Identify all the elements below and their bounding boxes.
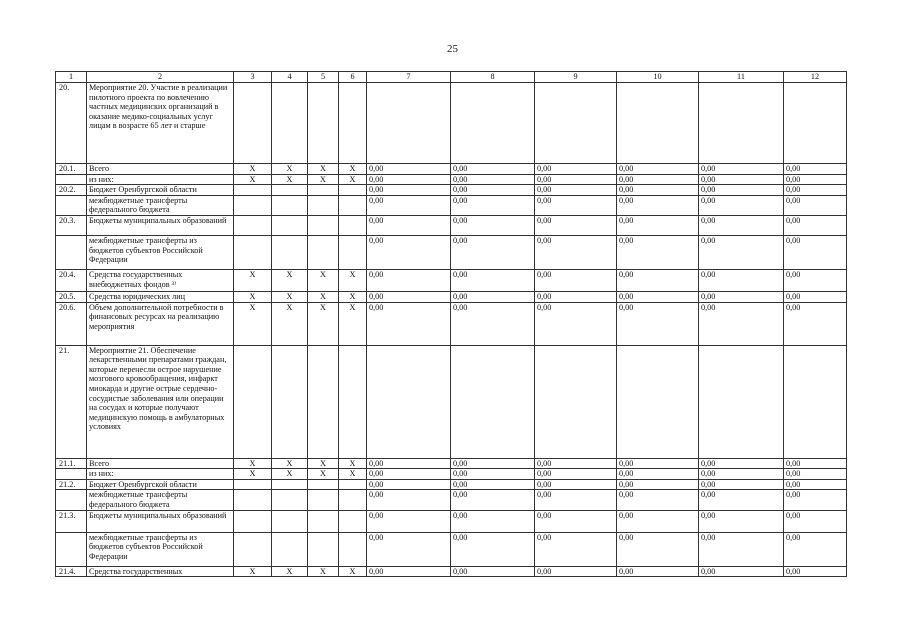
table-cell (339, 479, 367, 490)
table-cell: 0,00 (699, 215, 784, 235)
table-cell: 0,00 (535, 566, 617, 577)
table-cell: 0,00 (617, 215, 699, 235)
table-cell: 0,00 (367, 195, 451, 215)
table-cell: Х (272, 566, 308, 577)
table-cell (617, 345, 699, 458)
table-cell (699, 345, 784, 458)
table-cell: 0,00 (535, 195, 617, 215)
table-cell: Х (272, 469, 308, 480)
row-index-cell (56, 490, 87, 510)
table-cell (234, 345, 272, 458)
table-cell (234, 195, 272, 215)
col-header: 3 (234, 72, 272, 83)
table-cell: 0,00 (535, 302, 617, 345)
table-cell: Х (272, 302, 308, 345)
table-row (56, 185, 847, 196)
table-cell: 0,00 (617, 479, 699, 490)
table-cell: Х (339, 458, 367, 469)
table-cell: 0,00 (367, 269, 451, 291)
row-label-cell: Средства государственных внебюджетных фондов ³⁾ (87, 269, 234, 291)
table-cell: 0,00 (451, 195, 535, 215)
table-cell: 0,00 (535, 235, 617, 269)
table-cell: Х (339, 566, 367, 577)
table-cell: 0,00 (699, 195, 784, 215)
table-cell: 0,00 (617, 195, 699, 215)
table-cell: 0,00 (784, 479, 847, 490)
table-cell: 0,00 (699, 174, 784, 185)
table-cell: 0,00 (451, 510, 535, 532)
table-cell (617, 83, 699, 164)
table-cell: 0,00 (367, 566, 451, 577)
table-cell (308, 479, 339, 490)
col-header: 7 (367, 72, 451, 83)
row-index-cell: 20.3. (56, 215, 87, 235)
table-cell: 0,00 (784, 185, 847, 196)
table-cell: Х (308, 566, 339, 577)
table-cell (451, 345, 535, 458)
row-label-cell: межбюджетные трансферты из бюджетов субъектов Российской Федерации (87, 235, 234, 269)
table-row (56, 490, 847, 510)
row-label-cell: межбюджетные трансферты из бюджетов субъектов Российской Федерации (87, 532, 234, 566)
table-cell: 0,00 (535, 174, 617, 185)
table-cell: 0,00 (535, 269, 617, 291)
table-cell (234, 185, 272, 196)
table-cell (339, 510, 367, 532)
table-cell: 0,00 (699, 164, 784, 175)
table-row (56, 235, 847, 269)
row-label-cell: Объем дополнительной потребности в финансовых ресурсах на реализацию мероприятия (87, 302, 234, 345)
col-header: 8 (451, 72, 535, 83)
table-cell: Х (339, 174, 367, 185)
table-cell: 0,00 (367, 490, 451, 510)
table-cell (784, 345, 847, 458)
table-cell: 0,00 (784, 458, 847, 469)
table-cell: Х (308, 469, 339, 480)
table-row (56, 458, 847, 469)
table-cell: 0,00 (784, 490, 847, 510)
table-cell: 0,00 (784, 510, 847, 532)
table-cell (234, 235, 272, 269)
table-cell: 0,00 (451, 490, 535, 510)
col-header: 1 (56, 72, 87, 83)
table-cell: 0,00 (784, 566, 847, 577)
row-label-cell: Средства государственных (87, 566, 234, 577)
row-index-cell: 20.2. (56, 185, 87, 196)
table-cell (234, 83, 272, 164)
table-cell: Х (308, 174, 339, 185)
table-cell: Х (308, 164, 339, 175)
row-label-cell: Бюджет Оренбургской области (87, 479, 234, 490)
table-cell: 0,00 (699, 185, 784, 196)
table-cell: 0,00 (784, 302, 847, 345)
table-cell: 0,00 (367, 291, 451, 302)
table-cell (308, 83, 339, 164)
table-cell (367, 83, 451, 164)
row-index-cell (56, 469, 87, 480)
row-label-cell: Бюджет Оренбургской области (87, 185, 234, 196)
row-label-cell: Мероприятие 21. Обеспечение лекарственными препаратами граждан, которые перенесли острое нарушение мозгового кровообращения, инфаркт миокарда и другие острые сердечно-сосудистые заболевания или операции на сосудах и которые получают медицинскую помощь в амбулаторных условиях (87, 345, 234, 458)
table-cell (272, 510, 308, 532)
table-cell: 0,00 (535, 490, 617, 510)
table-row (56, 164, 847, 175)
table-row (56, 566, 847, 577)
table-cell: 0,00 (535, 185, 617, 196)
row-index-cell: 21.4. (56, 566, 87, 577)
table-cell: Х (272, 174, 308, 185)
row-label-cell: Мероприятие 20. Участие в реализации пилотного проекта по вовлечению частных медицинских организаций в оказание медико-социальных услуг лицам в возрасте 65 лет и старше (87, 83, 234, 164)
row-label-cell: межбюджетные трансферты федерального бюджета (87, 195, 234, 215)
col-header: 9 (535, 72, 617, 83)
row-index-cell: 20. (56, 83, 87, 164)
table-cell: 0,00 (617, 566, 699, 577)
row-index-cell: 21.2. (56, 479, 87, 490)
table-cell (308, 215, 339, 235)
table-cell (339, 195, 367, 215)
table-cell (535, 345, 617, 458)
table-cell: 0,00 (451, 269, 535, 291)
header-row (56, 72, 847, 83)
table-cell: 0,00 (535, 532, 617, 566)
table-cell: 0,00 (451, 302, 535, 345)
table-cell: 0,00 (784, 164, 847, 175)
table-cell: 0,00 (451, 532, 535, 566)
table-cell: 0,00 (535, 458, 617, 469)
table-cell: 0,00 (451, 174, 535, 185)
table-cell (699, 83, 784, 164)
col-header: 10 (617, 72, 699, 83)
row-label-cell: из них: (87, 174, 234, 185)
row-label-cell: из них: (87, 469, 234, 480)
row-index-cell (56, 195, 87, 215)
table-cell (367, 345, 451, 458)
table-cell: 0,00 (451, 235, 535, 269)
row-label-cell: Средства юридических лиц (87, 291, 234, 302)
row-index-cell: 21.3. (56, 510, 87, 532)
table-cell: 0,00 (451, 164, 535, 175)
table-cell: 0,00 (451, 566, 535, 577)
table-cell: 0,00 (367, 215, 451, 235)
table-row (56, 532, 847, 566)
table-cell: 0,00 (699, 490, 784, 510)
table-cell: 0,00 (617, 532, 699, 566)
table-cell (784, 83, 847, 164)
table-cell (272, 479, 308, 490)
table-cell (272, 345, 308, 458)
table-cell: 0,00 (699, 291, 784, 302)
table-cell: 0,00 (784, 291, 847, 302)
table-cell: 0,00 (367, 185, 451, 196)
table-cell: 0,00 (617, 469, 699, 480)
table-cell: 0,00 (367, 469, 451, 480)
row-index-cell (56, 235, 87, 269)
table-cell (308, 532, 339, 566)
table-row (56, 291, 847, 302)
row-index-cell (56, 174, 87, 185)
table-row (56, 195, 847, 215)
table-cell: 0,00 (535, 469, 617, 480)
table-cell: 0,00 (451, 458, 535, 469)
table-cell: 0,00 (699, 458, 784, 469)
table-cell: 0,00 (367, 164, 451, 175)
col-header: 11 (699, 72, 784, 83)
table-row (56, 479, 847, 490)
table-cell: 0,00 (617, 235, 699, 269)
table-cell: Х (234, 566, 272, 577)
table-cell: 0,00 (367, 510, 451, 532)
row-index-cell: 20.5. (56, 291, 87, 302)
col-header: 4 (272, 72, 308, 83)
table-cell: Х (234, 469, 272, 480)
table-cell (308, 185, 339, 196)
table-cell: 0,00 (617, 269, 699, 291)
row-label-cell: Всего (87, 164, 234, 175)
table-cell: 0,00 (367, 532, 451, 566)
table-cell: 0,00 (617, 164, 699, 175)
table-cell: Х (339, 291, 367, 302)
table-cell: 0,00 (451, 469, 535, 480)
table-cell: 0,00 (367, 479, 451, 490)
table-cell (339, 83, 367, 164)
table-cell (308, 510, 339, 532)
table-cell: Х (272, 164, 308, 175)
table-cell: 0,00 (699, 532, 784, 566)
table-cell: 0,00 (617, 291, 699, 302)
table-cell (234, 532, 272, 566)
table-cell: 0,00 (784, 195, 847, 215)
table-cell: 0,00 (784, 215, 847, 235)
table-cell: 0,00 (535, 164, 617, 175)
table-cell: Х (339, 469, 367, 480)
table-cell (272, 532, 308, 566)
table-cell: 0,00 (367, 174, 451, 185)
table-cell (272, 490, 308, 510)
table-cell: Х (308, 302, 339, 345)
table-cell (308, 490, 339, 510)
table-cell (234, 490, 272, 510)
table-cell: 0,00 (784, 269, 847, 291)
table-cell: Х (308, 458, 339, 469)
table-cell (308, 195, 339, 215)
table-cell: 0,00 (451, 479, 535, 490)
table-cell: 0,00 (699, 566, 784, 577)
row-label-cell: Всего (87, 458, 234, 469)
table-cell: 0,00 (784, 469, 847, 480)
table-cell: 0,00 (617, 510, 699, 532)
table-cell: 0,00 (699, 235, 784, 269)
table-cell: Х (234, 302, 272, 345)
table-cell (234, 215, 272, 235)
table-cell (535, 83, 617, 164)
table-cell: Х (339, 269, 367, 291)
table-row (56, 83, 847, 164)
table-cell: Х (339, 302, 367, 345)
table-cell: 0,00 (617, 174, 699, 185)
row-label-cell: межбюджетные трансферты федерального бюджета (87, 490, 234, 510)
table-cell (234, 479, 272, 490)
table-cell (272, 235, 308, 269)
table-cell: 0,00 (617, 458, 699, 469)
table-cell: Х (234, 164, 272, 175)
row-index-cell: 20.1. (56, 164, 87, 175)
table-cell: 0,00 (451, 215, 535, 235)
table-row (56, 302, 847, 345)
table-cell: 0,00 (451, 291, 535, 302)
table-cell: 0,00 (784, 174, 847, 185)
table-row (56, 469, 847, 480)
table-cell: 0,00 (617, 490, 699, 510)
table-cell (339, 532, 367, 566)
table-row (56, 174, 847, 185)
row-label-cell: Бюджеты муниципальных образований (87, 510, 234, 532)
table-cell: 0,00 (535, 479, 617, 490)
table-cell: 0,00 (367, 458, 451, 469)
table-cell (339, 215, 367, 235)
table-cell: Х (272, 458, 308, 469)
table-cell: Х (272, 291, 308, 302)
table-cell: 0,00 (617, 302, 699, 345)
table-cell: 0,00 (535, 510, 617, 532)
table-cell: Х (272, 269, 308, 291)
table-cell (308, 345, 339, 458)
row-index-cell: 20.4. (56, 269, 87, 291)
table-cell: 0,00 (617, 185, 699, 196)
table-cell: 0,00 (367, 235, 451, 269)
table-cell (451, 83, 535, 164)
table-cell: Х (339, 164, 367, 175)
page-number: 25 (447, 43, 458, 55)
table-cell (339, 345, 367, 458)
table-cell: Х (234, 269, 272, 291)
table-cell: Х (234, 174, 272, 185)
table-cell (272, 185, 308, 196)
table-cell: 0,00 (699, 510, 784, 532)
row-index-cell: 21. (56, 345, 87, 458)
table-cell (339, 490, 367, 510)
table-cell: 0,00 (699, 302, 784, 345)
table-cell: 0,00 (535, 291, 617, 302)
table-cell: 0,00 (535, 215, 617, 235)
table-cell (308, 235, 339, 269)
table-row (56, 345, 847, 458)
col-header: 2 (87, 72, 234, 83)
col-header: 5 (308, 72, 339, 83)
table-cell (272, 83, 308, 164)
table-cell (234, 510, 272, 532)
row-index-cell: 20.6. (56, 302, 87, 345)
table-cell: 0,00 (784, 235, 847, 269)
table-cell: Х (308, 269, 339, 291)
table-cell (339, 235, 367, 269)
table-cell: 0,00 (699, 469, 784, 480)
table-row (56, 269, 847, 291)
table-cell: Х (308, 291, 339, 302)
row-index-cell (56, 532, 87, 566)
table-cell: 0,00 (451, 185, 535, 196)
table-row (56, 215, 847, 235)
table-cell (339, 185, 367, 196)
col-header: 12 (784, 72, 847, 83)
table-cell: Х (234, 458, 272, 469)
col-header: 6 (339, 72, 367, 83)
table-cell (272, 215, 308, 235)
table-cell: Х (234, 291, 272, 302)
table-row (56, 510, 847, 532)
table-cell: 0,00 (784, 532, 847, 566)
budget-table (55, 71, 847, 577)
table-cell: 0,00 (699, 479, 784, 490)
table-cell: 0,00 (699, 269, 784, 291)
table-cell (272, 195, 308, 215)
table-cell: 0,00 (367, 302, 451, 345)
row-label-cell: Бюджеты муниципальных образований (87, 215, 234, 235)
row-index-cell: 21.1. (56, 458, 87, 469)
